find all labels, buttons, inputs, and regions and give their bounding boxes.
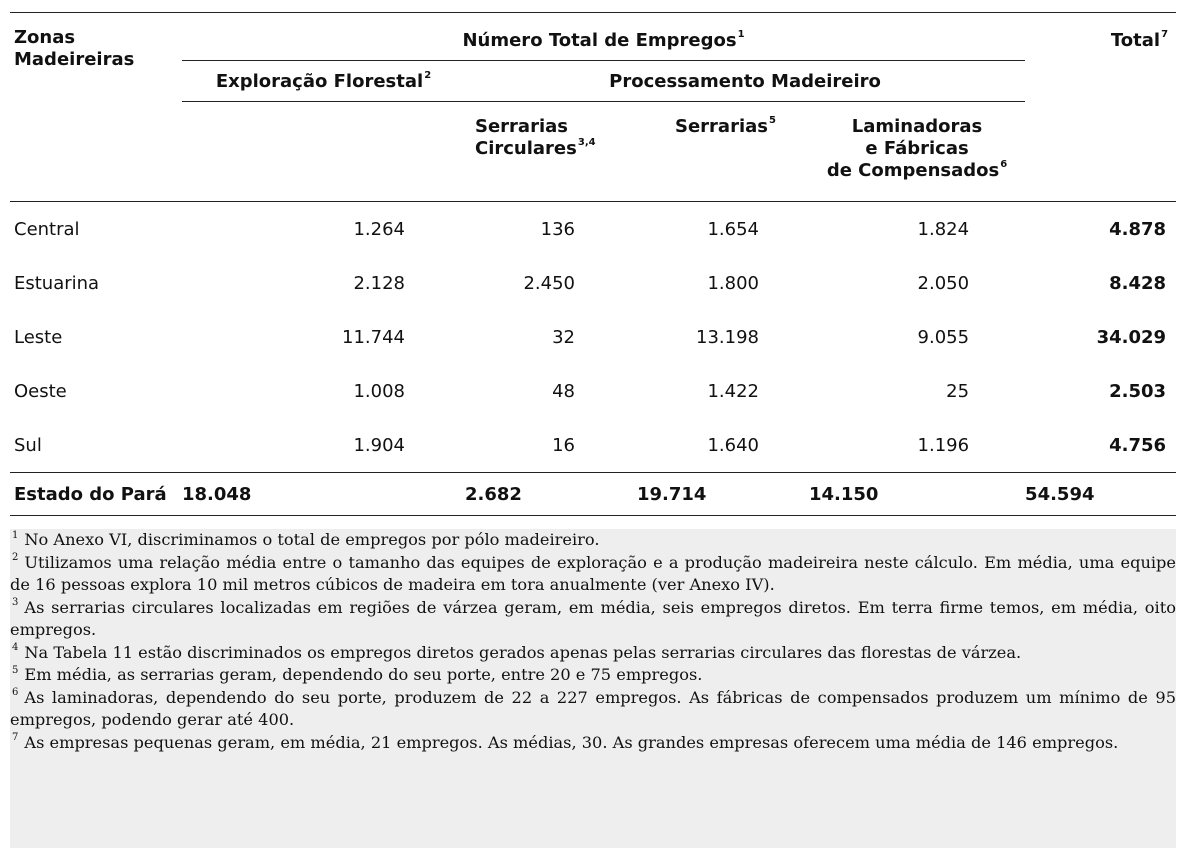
header-total [1025,13,1176,102]
total-zone: Estado do Pará [10,473,182,516]
total-circulares: 2.682 [465,473,637,516]
header-circulares-line2: Circulares [475,138,577,159]
cell-circulares: 32 [552,326,575,348]
header-total-sup: 7 [1161,29,1169,40]
footnote-text: Na Tabela 11 estão discriminados os empregos diretos gerados apenas pelas serrarias circulares das florestas de várzea. [24,642,1022,662]
total-serrarias: 19.714 [637,473,809,516]
cell-laminadoras: 1.196 [917,434,970,456]
cell-total: 8.428 [1109,272,1167,294]
header-circulares [465,102,637,202]
cell-laminadoras: 2.050 [917,272,970,294]
header-laminadoras-line3: de Compensados [826,160,1000,181]
cell-serrarias: 1.640 [707,434,759,456]
cell-total: 34.029 [1096,326,1167,348]
header-serrarias-sup: 5 [768,115,776,126]
header-zone-line2: Madeireiras [14,49,135,70]
cell-serrarias: 1.800 [707,272,759,294]
total-exploracao: 18.048 [182,473,465,516]
header-laminadoras-line2: e Fábricas [865,138,969,159]
footnote [10,732,1176,755]
cell-laminadoras: 25 [946,380,970,402]
header-zone-line1: Zonas [14,27,76,48]
footnote-text: Em média, as serrarias geram, dependendo do seu porte, entre 20 e 75 empregos. [24,665,703,684]
footnote-number: 7 [12,732,19,744]
footnote-number: 3 [12,597,19,609]
header-group-label: Número Total de Empregos [462,30,737,51]
cell-circulares: 16 [552,434,575,456]
footnote [10,552,1176,597]
table-row [10,310,1176,364]
cell-zone: Central [14,218,80,240]
cell-zone: Leste [14,326,63,348]
header-processamento-label: Processamento Madeireiro [609,70,881,92]
total-total: 54.594 [1025,473,1176,516]
footnote-text: Utilizamos uma relação média entre o tamanho das equipes de exploração e a produção madeireira neste cálculo. Em média, uma equipe de 16 pessoas explora 10 mil metros cúbicos de madeira em tora anualmente (ver Anexo IV). [10,552,1176,594]
footnote [10,687,1176,732]
footnote [10,529,1176,552]
header-zone [10,13,182,102]
cell-total: 4.756 [1109,434,1167,456]
footnote-number: 4 [12,642,19,654]
table-row [10,256,1176,310]
header-group [182,13,1025,60]
header-circulares-line1: Serrarias [475,116,568,137]
footnote-number: 2 [12,552,19,564]
header-circulares-sup: 3,4 [577,137,596,148]
table-total-row [10,473,1176,516]
cell-total: 4.878 [1109,218,1167,240]
header-exploracao [182,61,465,102]
header-total-label: Total [1110,30,1161,51]
header-laminadoras [809,102,1025,202]
header-serrarias [637,102,809,202]
footnote-number: 6 [12,687,19,699]
footnote-number: 5 [12,664,19,676]
cell-laminadoras: 9.055 [917,326,970,348]
cell-serrarias: 1.654 [707,218,759,240]
cell-zone: Sul [14,434,42,456]
footnote [10,664,1176,687]
header-laminadoras-line1: Laminadoras [851,116,983,137]
footnote [10,597,1176,642]
header-group-sup: 1 [737,29,745,40]
footnotes [10,529,1176,848]
table-row [10,364,1176,418]
table-row [10,202,1176,257]
header-serrarias-label: Serrarias [675,116,768,137]
cell-circulares: 48 [552,380,575,402]
cell-serrarias: 1.422 [707,380,759,402]
header-laminadoras-sup: 6 [1000,159,1008,170]
footnote [10,642,1176,665]
cell-serrarias: 13.198 [696,326,759,348]
cell-exploracao: 2.128 [353,272,405,294]
cell-circulares: 136 [540,218,575,240]
footnote-text: As empresas pequenas geram, em média, 21 empregos. As médias, 30. As grandes empresas oferecem uma média de 146 empregos. [24,732,1119,752]
header-exploracao-sup: 2 [424,69,432,81]
cell-exploracao: 1.264 [353,218,405,240]
cell-exploracao: 1.008 [353,380,405,402]
header-exploracao-label: Exploração Florestal [215,70,424,92]
cell-zone: Estuarina [14,272,100,294]
cell-zone: Oeste [14,380,67,402]
cell-exploracao: 1.904 [353,434,405,456]
header-processamento [465,61,1025,102]
table-row [10,418,1176,473]
cell-laminadoras: 1.824 [917,218,970,240]
cell-total: 2.503 [1109,380,1167,402]
footnote-text: No Anexo VI, discriminamos o total de empregos por pólo madeireiro. [24,530,600,549]
cell-exploracao: 11.744 [342,326,405,348]
employment-table [10,13,1176,516]
footnote-text: As serrarias circulares localizadas em regiões de várzea geram, em média, seis empregos diretos. Em terra firme temos, em média, oito empregos. [10,597,1176,639]
total-laminadoras: 14.150 [809,473,1025,516]
footnote-text: As laminadoras, dependendo do seu porte, produzem de 22 a 227 empregos. As fábricas de compensados produzem um mínimo de 95 empregos, podendo gerar até 400. [10,687,1176,729]
footnote-number: 1 [12,529,19,541]
cell-circulares: 2.450 [523,272,575,294]
